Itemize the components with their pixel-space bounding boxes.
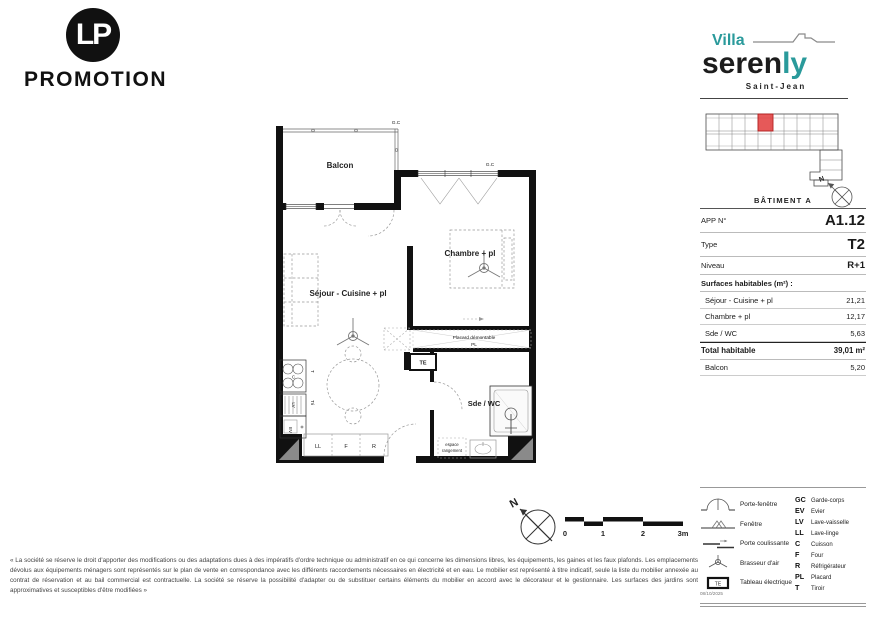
sde-wc-label: Sde / WC [467, 399, 501, 408]
legend-footer [700, 582, 866, 607]
abbr-label: Four [811, 553, 824, 559]
legend-symbols [700, 495, 795, 594]
roofline-icon [753, 30, 837, 46]
abbr-code: T [795, 583, 800, 592]
cooktop-label: C [291, 374, 296, 380]
washer-label: LL [314, 444, 322, 450]
legend-abbreviations [795, 495, 866, 594]
abbr-code: LV [795, 517, 804, 526]
abbr-label: Garde-corps [811, 498, 845, 504]
surface-label: Séjour - Cuisine + pl [705, 295, 773, 305]
surface-value: 5,63 [850, 328, 865, 338]
total-value: 39,01 m² [833, 346, 865, 355]
sejour-label: Séjour - Cuisine + pl [309, 289, 387, 298]
footer-divider [700, 606, 866, 607]
legend-label: Fenêtre [740, 520, 763, 528]
villa-serenly-logo [700, 30, 852, 99]
compass-and-scale [500, 495, 700, 550]
svg-text:TE: TE [714, 581, 722, 588]
legend-label: Brasseur d'air [740, 559, 780, 567]
building-unit-dividers [706, 114, 842, 170]
dining-table [327, 346, 379, 424]
abbr-label: Tiroir [811, 586, 825, 592]
kitchen [280, 360, 315, 438]
abbr-label: Evier [811, 509, 825, 515]
abbr-item [795, 506, 866, 517]
surface-label: Chambre + pl [705, 312, 751, 321]
surfaces-header: Surfaces habitables (m²) : [700, 275, 866, 292]
porte-fenetre-icon [700, 496, 736, 514]
fridge-label: R [372, 444, 376, 450]
unit-info-table [700, 208, 866, 376]
scale-tick-0: 0 [562, 529, 568, 538]
balcon-label: Balcon [326, 161, 354, 170]
abbr-item [795, 528, 866, 539]
compass-north-label: N [507, 496, 521, 511]
electrical-panel [410, 354, 436, 370]
abbr-label: Lave-vaisselle [811, 520, 850, 526]
entry-closet [384, 328, 410, 350]
lp-promotion-logo [24, 8, 174, 92]
legal-disclaimer: « La société se réserve le droit d'apporter des modifications ou des adaptations dues à des impératifs d'ordre technique ou administratif en ce qui concerne les dimensions libres, les équipements, les gaines et les faux plafonds. Les emplacements dévolus aux équipements ménagers sont représentés sur le plan de vente en correspondance avec les différents raccordements nécessaires en électricité et en eau. Le mobilier est représenté à titre indicatif, seule la liste du mobilier annexée au contrat de réservation et au bail commercial est contractuelle. La société se réserve la possibilité d'adapter ou de substituer certains éléments du mobilier en accord avec le décorateur et le gestionnaire. Les surfaces des jardins sont approximatives et susceptibles d'être modifiées » [10, 557, 698, 595]
bed [450, 230, 514, 288]
drawer-label: T [310, 370, 315, 373]
abbr-code: C [795, 539, 801, 548]
ceiling-fan-sejour [337, 318, 369, 345]
footer-divider [700, 603, 866, 604]
legend-item [700, 515, 795, 535]
oven-label: F [344, 444, 348, 450]
abbr-label: Lave-linge [811, 531, 839, 537]
highlighted-unit [758, 114, 773, 131]
abbr-code: GC [795, 495, 806, 504]
abbr-item [795, 561, 866, 572]
chambre-label: Chambre + pl [444, 249, 496, 258]
abbr-code: F [795, 550, 800, 559]
abbr-code: R [795, 561, 801, 570]
balcony-value: 5,20 [850, 363, 865, 372]
seren-text: seren [702, 47, 783, 80]
legend-label: Porte coulissante [740, 540, 790, 548]
abbr-code: LL [795, 528, 804, 537]
abbr-label: Cuisson [811, 542, 833, 548]
rangement-label: rangement [441, 448, 463, 453]
serenly-wordmark [702, 47, 852, 80]
table-row [700, 233, 866, 257]
lp-logo-icon [66, 8, 120, 62]
brasseur-air-icon [700, 554, 736, 572]
app-number-label: APP N° [701, 216, 727, 225]
abbr-code: PL [795, 572, 805, 581]
legend-label: Porte-fenêtre [740, 501, 778, 509]
balcony-label: Balcon [705, 363, 728, 372]
tri-label: Tri [310, 400, 315, 406]
north-compass [508, 496, 555, 544]
scale-bar [563, 517, 689, 538]
table-row [700, 309, 866, 326]
app-number-value: A1.12 [824, 212, 865, 229]
window-opening-triangles [421, 178, 497, 204]
surface-label: Sde / WC [705, 328, 738, 338]
table-row [700, 360, 866, 377]
placard-label: Placard démontable [452, 336, 496, 341]
scale-tick-3m: 3m [677, 529, 689, 538]
dishwasher-label: LV [291, 402, 296, 408]
sink-label: EV [288, 427, 293, 434]
total-label: Total habitable [701, 346, 756, 355]
gc-balcony-label: G.C [391, 121, 401, 126]
type-value: T2 [847, 236, 865, 253]
legend-item [700, 554, 795, 574]
type-label: Type [701, 240, 718, 249]
door-swings [324, 210, 462, 456]
logo-divider [700, 98, 848, 99]
porte-coulissante-icon [700, 535, 736, 553]
abbr-label: Placard [811, 575, 832, 581]
abbr-item [795, 550, 866, 561]
abbr-label: Réfrigérateur [811, 564, 847, 570]
table-row [700, 209, 866, 233]
legend-label: Tableau électrique [740, 579, 792, 587]
abbr-item [795, 539, 866, 550]
lp-initials: LP [75, 18, 111, 51]
niveau-value: R+1 [847, 260, 865, 271]
placard-pl-label: PL [471, 343, 477, 348]
apartment-floor-plan [258, 98, 558, 488]
scale-tick-2: 2 [640, 529, 646, 538]
abbr-item [795, 517, 866, 528]
table-row [700, 257, 866, 275]
legend-item [700, 534, 795, 554]
scale-tick-1: 1 [600, 529, 606, 538]
plan-date: 08/10/2025 [700, 591, 723, 596]
legend-item [700, 495, 795, 515]
gc-window-label: G.C [485, 163, 495, 168]
abbr-item [795, 495, 866, 506]
ly-text: ly [782, 47, 808, 80]
table-row [700, 325, 866, 342]
surface-value: 12,17 [846, 312, 865, 321]
villa-word: Villa [712, 32, 745, 49]
te-label: TE [419, 360, 427, 367]
espace-label: espace [445, 442, 459, 447]
table-row [700, 292, 866, 309]
surface-value: 21,21 [846, 295, 865, 305]
legend [700, 487, 866, 594]
location-label: Saint-Jean [745, 82, 807, 91]
mini-compass-north: N [818, 175, 826, 184]
niveau-label: Niveau [701, 261, 725, 270]
base-cabinets [304, 434, 388, 456]
abbr-code: EV [795, 506, 805, 515]
fenetre-icon [700, 515, 736, 533]
total-row [700, 342, 866, 360]
batiment-label: BÂTIMENT A [754, 196, 812, 205]
lp-promotion-wordmark: PROMOTION [24, 68, 167, 91]
